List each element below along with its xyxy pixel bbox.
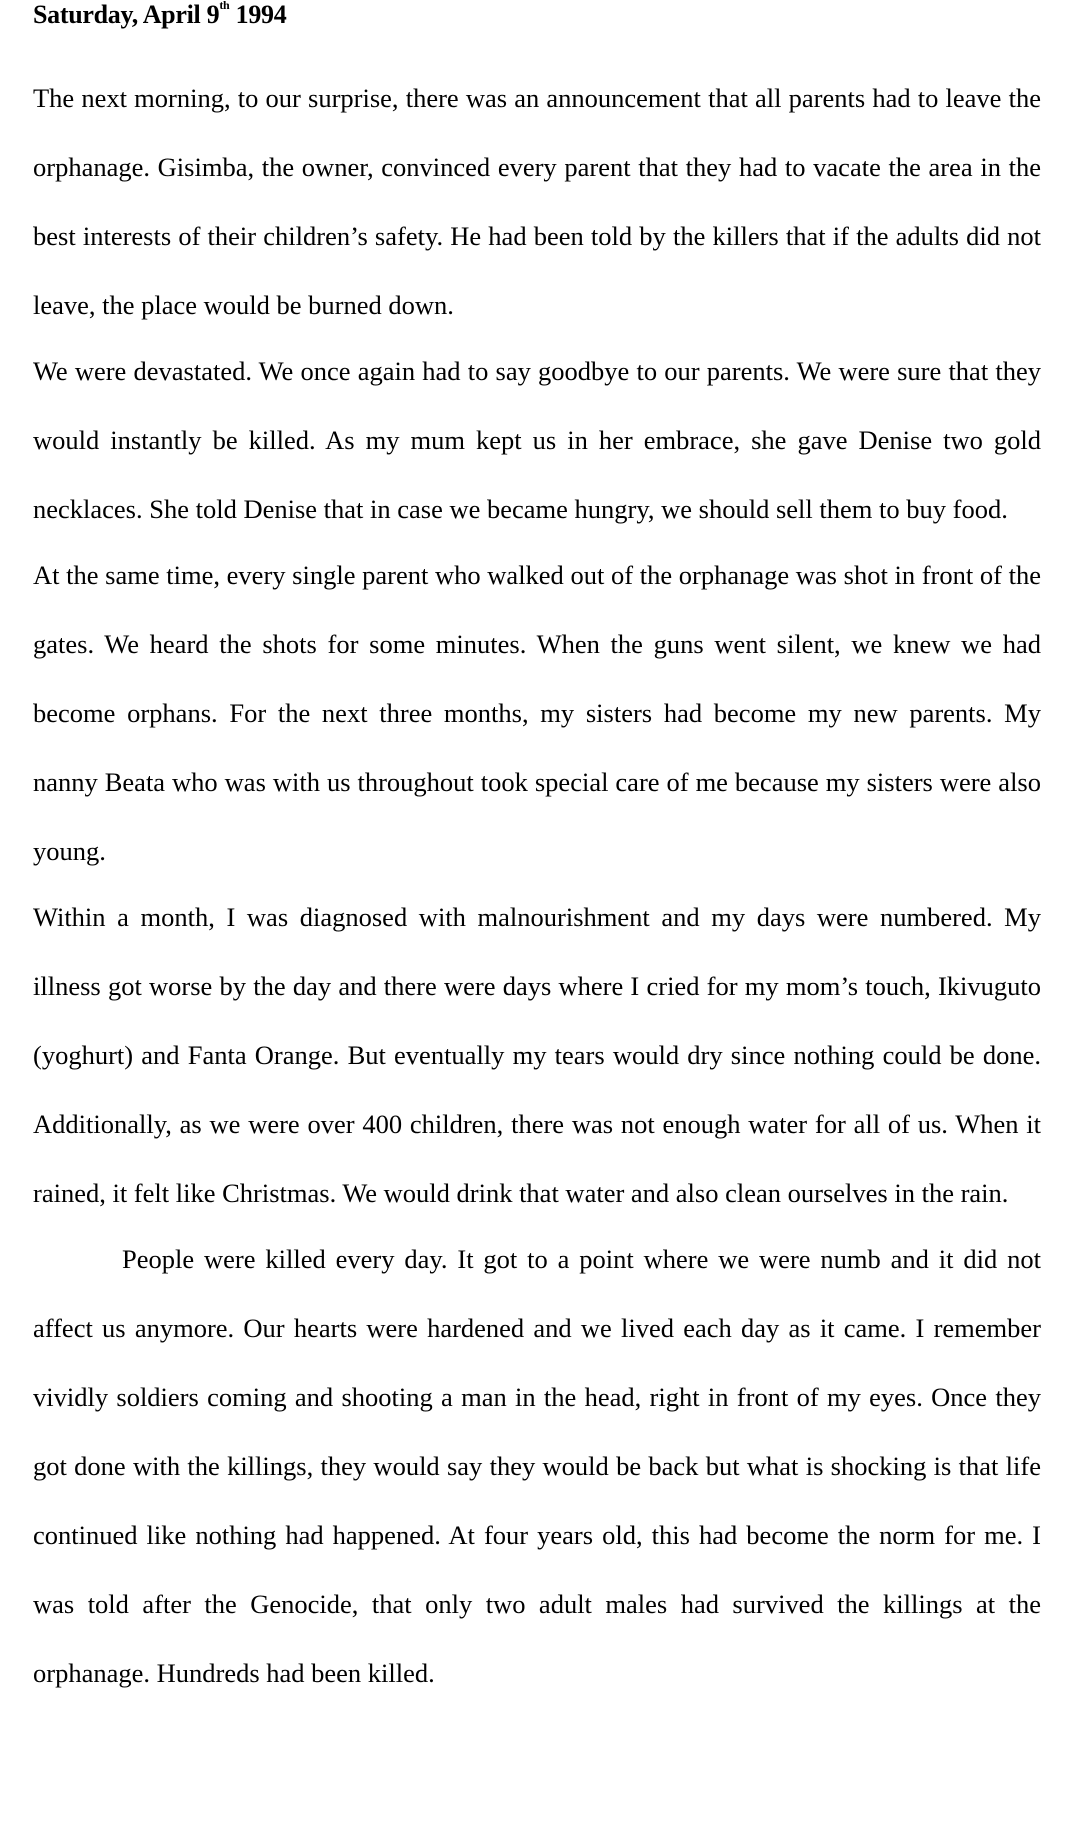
date-heading-ordinal: th	[219, 0, 230, 12]
paragraph-orphans: At the same time, every single parent who walked out of the orphanage was shot in front of the gates. We heard the shots for some minutes. When the guns went silent, we knew we had become orphans. For the next three months, my sisters had become my new parents. My nanny Beata who was with us throughout took special care of me because my sisters were also young.	[33, 560, 1041, 866]
paragraph-killings: People were killed every day. It got to a point where we were numb and it did not affect us anymore. Our hearts were hardened and we lived each day as it came. I remember vividly soldiers coming and shooting a man in the head, right in front of my eyes. Once they got done with the killings, they would say they would be back but what is shocking is that life continued like nothing had happened. At four years old, this had become the norm for me. I was told after the Genocide, that only two adult males had survived the killings at the orphanage. Hundreds had been killed.	[33, 1244, 1041, 1688]
paragraph-goodbye: We were devastated. We once again had to say goodbye to our parents. We were sure that they would instantly be killed. As my mum kept us in her embrace, she gave Denise two gold necklaces. She told Denise that in case we became hungry, we should sell them to buy food.	[33, 356, 1041, 524]
paragraph-announcement: The next morning, to our surprise, there was an announcement that all parents had to leave the orphanage. Gisimba, the owner, convinced every parent that they had to vacate the area in the best interests of their children’s safety. He had been told by the killers that if the adults did not leave, the place would be burned down.	[33, 83, 1041, 320]
date-heading-year: 1994	[229, 0, 287, 29]
date-heading-prefix: Saturday, April 9	[33, 0, 220, 29]
paragraph-malnourishment: Within a month, I was diagnosed with malnourishment and my days were numbered. My illness got worse by the day and there were days where I cried for my mom’s touch, Ikivuguto (yoghurt) and Fanta Orange. But eventually my tears would dry since nothing could be done. Additionally, as we were over 400 children, there was not enough water for all of us. When it rained, it felt like Christmas. We would drink that water and also clean ourselves in the rain.	[33, 902, 1041, 1208]
document-page	[33, 0, 1041, 1708]
date-heading	[33, 0, 1041, 30]
